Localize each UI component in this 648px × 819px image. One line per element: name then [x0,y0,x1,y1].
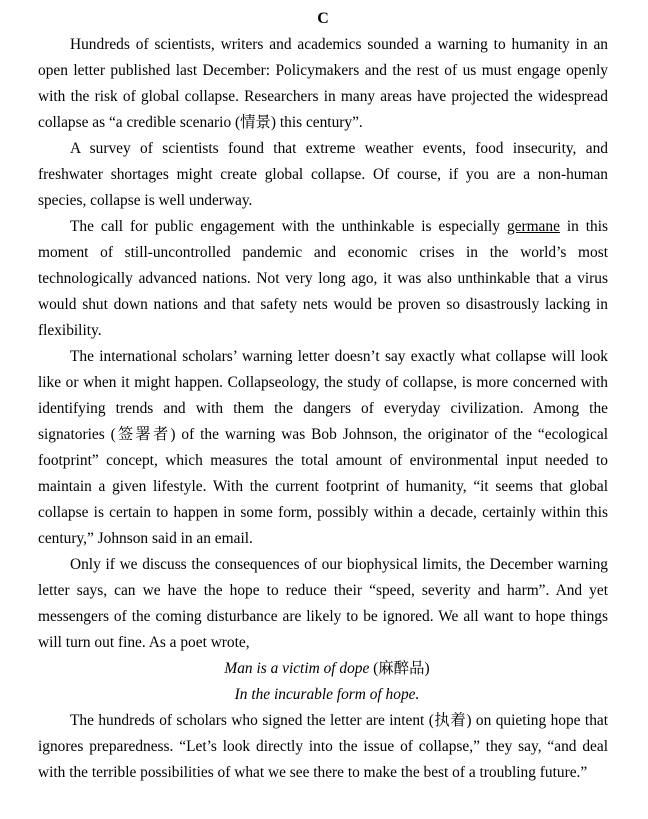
paragraph-2: A survey of scientists found that extreme weather events, food insecurity, and freshwater shortages might create global collapse. Of course, if you are a non-human species, collapse is well underway. [38,140,608,209]
section-heading: C [317,10,329,27]
paragraph-5: Only if we discuss the consequences of our biophysical limits, the December warning letter says, can we have the hope to reduce their “speed, severity and harm”. And yet messengers of the coming disturbance are likely to be ignored. We all want to hope things will turn out fine. As a poet wrote, [38,556,608,651]
poem-line-2 [38,682,608,708]
paragraph-3-after: in this moment of still-uncontrolled pandemic and economic crises in the world’s most technologically advanced nations. Not very long ago, it was also unthinkable that a virus would shut down nations and that safety nets would be proven so disastrously lacking in flexibility. [38,218,609,339]
paragraph-4: The international scholars’ warning letter doesn’t say exactly what collapse will look like or when it might happen. Collapseology, the study of collapse, is more concerned with identifying trends and with them the dangers of everyday civilization. Among the signatories (签署者) of the warning was Bob Johnson, the originator of the “ecological footprint” concept, which measures the total amount of environmental input needed to maintain a given lifestyle. With the current footprint of humanity, “it seems that global collapse is certain to happen in some form, possibly within a decade, certainly within this century,” Johnson said in an email. [38,348,608,547]
underlined-word-germane: germane [506,218,560,235]
poem-line-1 [38,656,608,682]
poem-line-2-text: In the incurable form of hope. [234,686,420,703]
poem-line-1-gloss: (麻醉品) [369,660,430,677]
paragraph-6: The hundreds of scholars who signed the letter are intent (执着) on quieting hope that ignores preparedness. “Let’s look directly into the issue of collapse,” they say, “and deal with the terrible possibilities of what we see there to make the best of a troubling future.” [38,712,608,781]
poem-line-1-text: Man is a victim of dope [224,660,370,677]
paragraph-1: Hundreds of scientists, writers and academics sounded a warning to humanity in an open letter published last December: Policymakers and the rest of us must engage openly with the risk of global collapse. Researchers in many areas have projected the widespread collapse as “a credible scenario (情景) this century”. [38,36,608,131]
paragraph-3 [38,214,608,344]
paragraph-3-before: The call for public engagement with the unthinkable is especially [70,218,507,235]
